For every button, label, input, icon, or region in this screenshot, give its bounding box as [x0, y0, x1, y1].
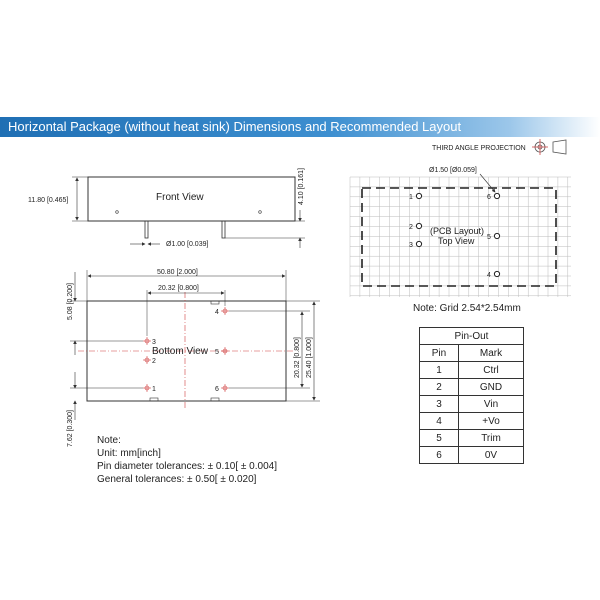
notes-pin-tolerance: Pin diameter tolerances: ± 0.10[ ± 0.004] [97, 461, 277, 472]
front-view-label: Front View [156, 192, 204, 203]
pin-number: 5 [420, 430, 459, 447]
pin-mark: Ctrl [459, 362, 524, 379]
pcb-pin-6-label: 6 [487, 194, 491, 201]
pin-number: 3 [420, 396, 459, 413]
section-title: Horizontal Package (without heat sink) Dimensions and Recommended Layout [8, 119, 462, 134]
table-row [420, 362, 524, 379]
front-view [72, 177, 305, 248]
bottom-pin-4-label: 4 [215, 309, 219, 316]
pin-number: 4 [420, 413, 459, 430]
front-pin-length-dim: 4.10 [0.161] [298, 168, 305, 205]
pin-number: 2 [420, 379, 459, 396]
bottom-pin-1-label: 1 [152, 386, 156, 393]
table-row [420, 396, 524, 413]
bottom-view-label: Bottom View [152, 346, 208, 357]
pinout-header-mark: Mark [459, 345, 524, 362]
grid-note: Note: Grid 2.54*2.54mm [413, 303, 521, 314]
bottom-top-dim: 5.08 [0.200] [67, 283, 74, 320]
table-row [420, 413, 524, 430]
notes-general-tolerance: General tolerances: ± 0.50[ ± 0.020] [97, 474, 257, 485]
front-height-dim: 11.80 [0.465] [28, 197, 69, 204]
pcb-pin-4-label: 4 [487, 272, 491, 279]
bottom-width-dim: 50.80 [2.000] [157, 269, 198, 276]
bottom-pitch-dim: 20.32 [0.800] [158, 285, 199, 292]
pcb-pin-2-label: 2 [409, 224, 413, 231]
pinout-title: Pin-Out [420, 328, 524, 345]
bottom-pin-6-label: 6 [215, 386, 219, 393]
pcb-hole-dim: Ø1.50 [Ø0.059] [429, 167, 477, 174]
pinout-header-pin: Pin [420, 345, 459, 362]
bottom-bottom-dim: 7.62 [0.300] [67, 410, 74, 447]
pin-mark: Vin [459, 396, 524, 413]
third-angle-projection-icon [532, 139, 566, 155]
pcb-pin-5-label: 5 [487, 234, 491, 241]
bottom-pin-span-dim: 20.32 [0.800] [294, 337, 301, 378]
table-row [420, 430, 524, 447]
pin-mark: 0V [459, 447, 524, 464]
pin-mark: GND [459, 379, 524, 396]
pcb-pin-3-label: 3 [409, 242, 413, 249]
pinout-table [419, 327, 524, 464]
bottom-height-dim: 25.40 [1.000] [306, 337, 313, 378]
pcb-label-line1: (PCB Layout) [430, 226, 485, 236]
pcb-pin-1-label: 1 [409, 194, 413, 201]
pin-number: 1 [420, 362, 459, 379]
pin-number: 6 [420, 447, 459, 464]
bottom-view [70, 270, 320, 420]
bottom-pin-2-label: 2 [152, 358, 156, 365]
notes-unit: Unit: mm[inch] [97, 448, 161, 459]
bottom-pin-5-label: 5 [215, 349, 219, 356]
pin-mark: Trim [459, 430, 524, 447]
pcb-label-line2: Top View [438, 236, 475, 246]
notes-title: Note: [97, 435, 121, 446]
bottom-pin-3-label: 3 [152, 339, 156, 346]
projection-label: THIRD ANGLE PROJECTION [432, 145, 526, 152]
table-row [420, 447, 524, 464]
pin-mark: +Vo [459, 413, 524, 430]
front-pin-dia-dim: Ø1.00 [0.039] [166, 241, 209, 248]
table-row [420, 379, 524, 396]
